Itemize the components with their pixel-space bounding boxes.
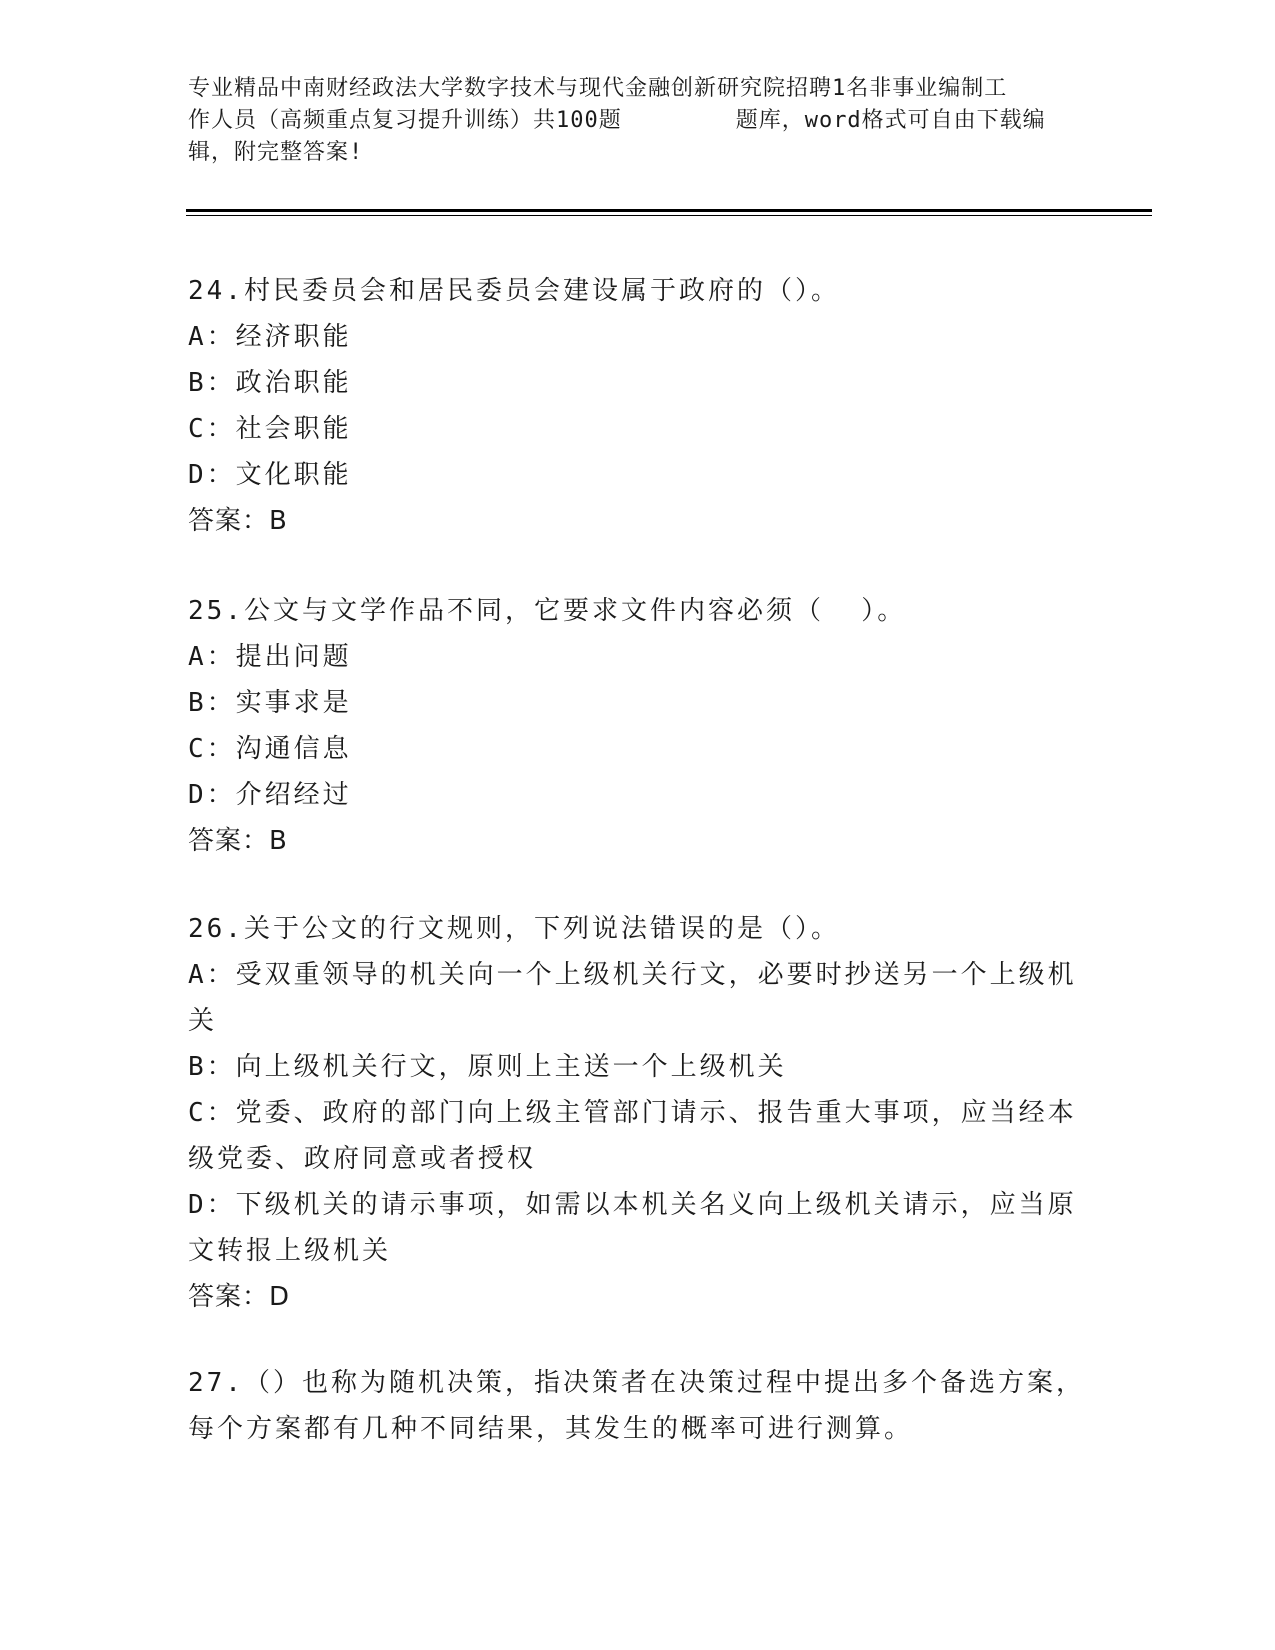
answer-label: 答案：B: [188, 826, 288, 856]
header-line-3: 辑，附完整答案!: [188, 140, 364, 165]
option-c: C：党委、政府的部门向上级主管部门请示、报告重大事项，应当经本级党委、政府同意或者授权: [188, 1098, 1077, 1174]
option-c: C：社会职能: [188, 414, 352, 444]
question-stem: 27.（）也称为随机决策，指决策者在决策过程中提出多个备选方案，每个方案都有几种不同结果，其发生的概率可进行测算。: [188, 1368, 1085, 1444]
header-divider-thick: [186, 209, 1152, 212]
option-b: B：向上级机关行文，原则上主送一个上级机关: [188, 1052, 787, 1082]
option-c: C：沟通信息: [188, 734, 352, 764]
option-a: A：提出问题: [188, 642, 352, 672]
header-divider-thin: [186, 215, 1152, 216]
question-26: [188, 906, 1088, 1320]
option-d: D：介绍经过: [188, 780, 352, 810]
option-d: D：文化职能: [188, 460, 352, 490]
answer-label: 答案：D: [188, 1282, 291, 1312]
option-a: A：经济职能: [188, 322, 352, 352]
header-line-1: 专业精品中南财经政法大学数字技术与现代金融创新研究院招聘1名非事业编制工: [188, 76, 1008, 101]
question-24: [188, 268, 1088, 544]
question-stem: 25.公文与文学作品不同，它要求文件内容必须（ ）。: [188, 596, 907, 626]
option-b: B：政治职能: [188, 368, 352, 398]
question-stem: 26.关于公文的行文规则，下列说法错误的是（）。: [188, 914, 840, 944]
document-header: [188, 73, 1088, 169]
header-line-2: 作人员（高频重点复习提升训练）共100题 题库，word格式可自由下载编: [188, 108, 1046, 133]
question-25: [188, 588, 1088, 864]
answer-label: 答案：B: [188, 506, 288, 536]
option-b: B：实事求是: [188, 688, 352, 718]
question-stem: 24.村民委员会和居民委员会建设属于政府的（）。: [188, 276, 840, 306]
question-27: [188, 1360, 1088, 1452]
option-d: D：下级机关的请示事项，如需以本机关名义向上级机关请示，应当原文转报上级机关: [188, 1190, 1077, 1266]
option-a: A：受双重领导的机关向一个上级机关行文，必要时抄送另一个上级机关: [188, 960, 1077, 1036]
